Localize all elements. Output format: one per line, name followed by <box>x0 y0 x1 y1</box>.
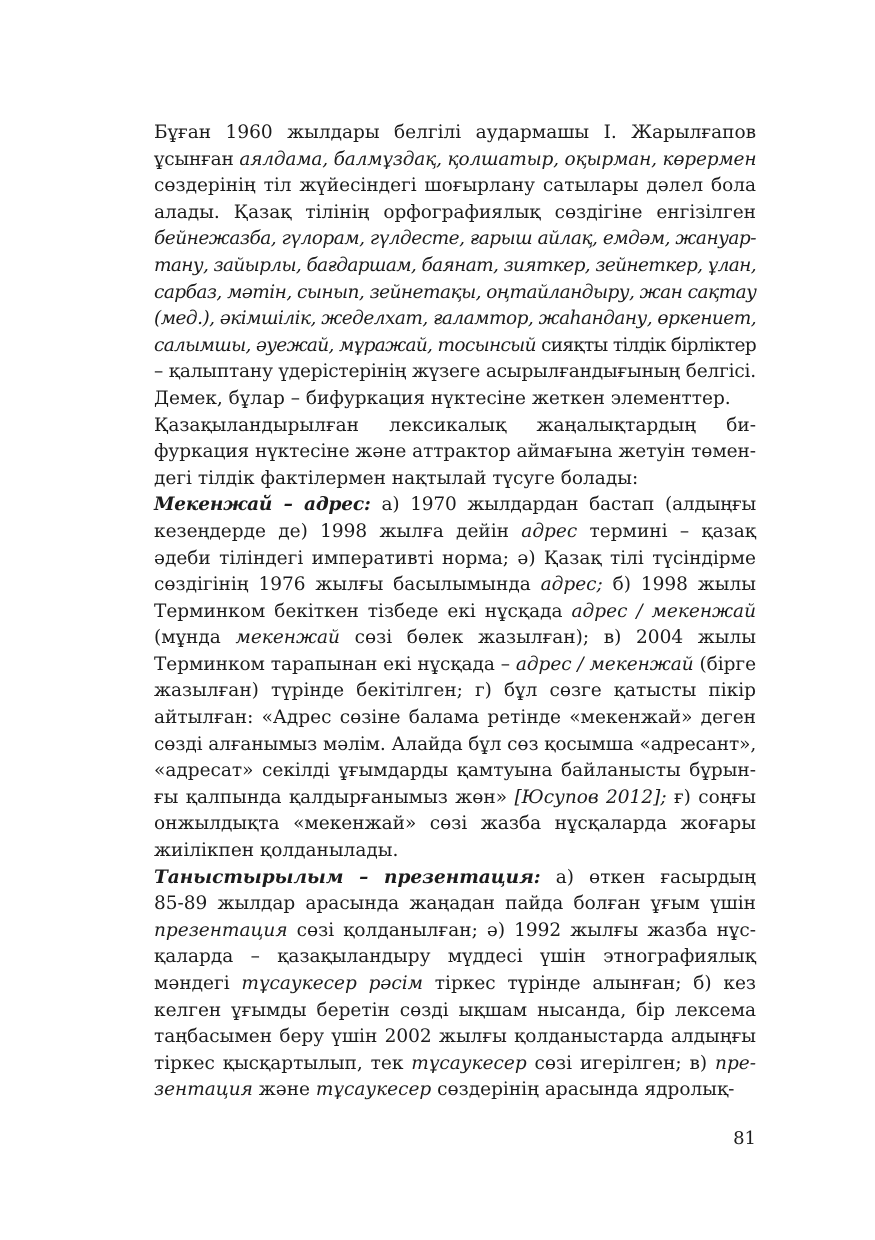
text-line <box>118 546 756 573</box>
text-line <box>118 918 756 945</box>
text-line <box>118 333 756 360</box>
paragraph-mekenzhai-adres <box>118 492 756 864</box>
italic-text: зентация <box>154 1079 253 1101</box>
text-run: онжылдықта «мекенжай» сөзі жазба нұсқаларда жоғары <box>154 813 756 835</box>
text-line <box>118 519 756 546</box>
paragraph-tanystyrylym-prezentatsiya <box>118 865 756 1104</box>
italic-text: адрес / мекенжай <box>515 653 694 675</box>
term-heading: Таныстырылым – презентация: <box>154 866 541 888</box>
text-line <box>118 599 756 626</box>
text-run: Демек, бұлар – бифуркация нүктесіне жеткен элементтер. <box>154 387 731 409</box>
text-line <box>118 253 756 280</box>
text-line <box>118 280 756 307</box>
text-run: сөздерінің арасында ядролық- <box>431 1079 735 1101</box>
text-run: Бұған 1960 жылдары белгілі аудармашы І. Жарылғапов <box>154 122 756 143</box>
text-line <box>118 652 756 679</box>
text-run: дегі тілдік фактілермен нақтылай түсуге болады: <box>154 467 639 489</box>
text-line <box>118 466 756 493</box>
italic-text: адрес <box>521 520 578 542</box>
text-run: термині – қазақ <box>577 520 756 542</box>
text-line <box>118 758 756 785</box>
text-line <box>118 1051 756 1078</box>
text-line <box>118 120 756 147</box>
text-run: б) 1998 жылы <box>602 574 756 596</box>
italic-text: презентация <box>154 919 288 941</box>
text-line <box>118 306 756 333</box>
text-run: а) өткен ғасырдың <box>540 866 756 888</box>
italic-text: салымшы, әуежай, мұражай, тосынсый <box>154 334 536 356</box>
page-number: 81 <box>733 1128 756 1149</box>
text-run: ғы қалпында қалдырғанымыз жөн» <box>154 786 515 808</box>
italic-text: пре- <box>715 1052 756 1074</box>
text-run: 85-89 жылдар арасында жаңадан пайда болған ұғым үшін <box>154 893 756 915</box>
text-line <box>118 147 756 174</box>
text-run: «адресат» секілді ұғымдарды қамтуына байланысты бұрын- <box>154 760 756 782</box>
body-text <box>118 120 756 1104</box>
italic-text: адрес / мекенжай <box>571 600 756 622</box>
text-run: фуркация нүктесіне және аттрактор аймағына жетуін төмен- <box>154 441 756 463</box>
text-line <box>118 173 756 200</box>
text-run: таңбасымен беру үшін 2002 жылғы қолданыстарда алдыңғы <box>154 1026 756 1048</box>
text-line <box>118 785 756 812</box>
text-run: ғ) соңғы <box>666 786 756 808</box>
term-heading: Мекенжай – адрес: <box>154 494 371 516</box>
text-line <box>118 1077 756 1104</box>
text-line <box>118 732 756 759</box>
text-line <box>118 625 756 652</box>
italic-text: тұсаукесер <box>411 1052 527 1074</box>
italic-text: мекенжай <box>235 627 340 649</box>
text-run: (мұнда <box>154 627 236 649</box>
text-run: мәндегі <box>154 973 242 994</box>
text-line <box>118 359 756 386</box>
text-run: сөзі қолданылған; ә) 1992 жылғы жазба нұс- <box>287 919 756 941</box>
text-run: тіркес түрінде алынған; б) кез <box>423 973 757 994</box>
text-line <box>118 439 756 466</box>
text-line <box>118 891 756 918</box>
text-run: Терминком тарапынан екі нұсқада – <box>154 653 516 675</box>
text-line <box>118 944 756 971</box>
italic-text: адрес; <box>540 574 603 596</box>
text-run: айтылған: «Адрес сөзіне балама ретінде «мекенжай» деген <box>154 707 756 729</box>
text-line <box>118 413 756 440</box>
text-line <box>118 811 756 838</box>
text-run: әдеби тіліндегі императивті норма; ә) Қазақ тілі түсіндірме <box>154 547 756 569</box>
italic-text: тұсаукесер <box>315 1079 432 1101</box>
text-run: жиілікпен қолданылады. <box>154 840 399 862</box>
text-run: жазылған) түрінде бекітілген; г) бұл сөзге қатысты пікір <box>154 680 756 702</box>
text-run: (бірге <box>693 653 756 675</box>
text-line <box>118 226 756 253</box>
italic-text: тану, зайырлы, бағдаршам, баянат, зияткер, зейнеткер, ұлан, <box>154 254 756 276</box>
paragraph-intro <box>118 120 756 413</box>
text-run: сөздігінің 1976 жылғы басылымында <box>154 574 541 596</box>
text-run: Терминком бекіткен тізбеде екі нұсқада <box>154 600 572 622</box>
italic-text: сарбаз, мәтін, сынып, зейнетақы, оңтайландыру, жан сақтау <box>154 281 757 303</box>
text-run: сияқты тілдік бірліктер <box>535 334 756 356</box>
italic-text: [Юсупов 2012]; <box>514 786 667 808</box>
text-line <box>118 1024 756 1051</box>
text-line <box>118 492 756 519</box>
text-line <box>118 705 756 732</box>
italic-text: аялдама, балмұздақ, қолшатыр, оқырман, көрермен <box>239 148 757 170</box>
text-run: келген ұғымды беретін сөзді ықшам нысанда, бір лексема <box>154 999 756 1021</box>
text-run: – қалыптану үдерістерінің жүзеге асырылғандығының белгісі. <box>154 361 756 383</box>
italic-text: бейнежазба, гүлорам, гүлдесте, ғарыш айлақ, емдәм, жануар- <box>154 228 756 250</box>
text-run: сөздерінің тіл жүйесіндегі шоғырлану сатылары дәлел бола <box>154 175 756 197</box>
text-line <box>118 838 756 865</box>
text-run: Қазақыландырылған лексикалық жаңалықтардың би- <box>154 414 756 436</box>
text-line <box>118 678 756 705</box>
text-line <box>118 572 756 599</box>
text-run: ұсынған <box>154 148 240 170</box>
text-run: сөзі игерілген; в) <box>526 1052 716 1074</box>
text-run: сөзді алғанымыз мәлім. Алайда бұл сөз қосымша «адресант», <box>154 733 757 755</box>
text-line <box>118 386 756 413</box>
text-line <box>118 200 756 227</box>
italic-text: (мед.), әкімшілік, жеделхат, ғаламтор, жаһандану, өркениет, <box>154 308 757 330</box>
text-run: а) 1970 жылдардан бастап (алдыңғы <box>370 494 756 516</box>
text-run: қаларда – қазақыландыру мүддесі үшін этнографиялық <box>154 946 756 968</box>
text-run: кезеңдерде де) 1998 жылға дейін <box>154 520 522 542</box>
text-run: және <box>252 1079 316 1101</box>
text-line <box>118 998 756 1025</box>
italic-text: тұсаукесер рәсім <box>241 973 423 994</box>
text-run: тіркес қысқартылып, тек <box>154 1052 412 1074</box>
text-run: сөзі бөлек жазылған); в) 2004 жылы <box>339 627 756 649</box>
text-line <box>118 971 756 998</box>
text-line <box>118 865 756 892</box>
text-run: алады. Қазақ тілінің орфографиялық сөздігіне енгізілген <box>154 201 756 223</box>
paragraph-transition <box>118 413 756 493</box>
